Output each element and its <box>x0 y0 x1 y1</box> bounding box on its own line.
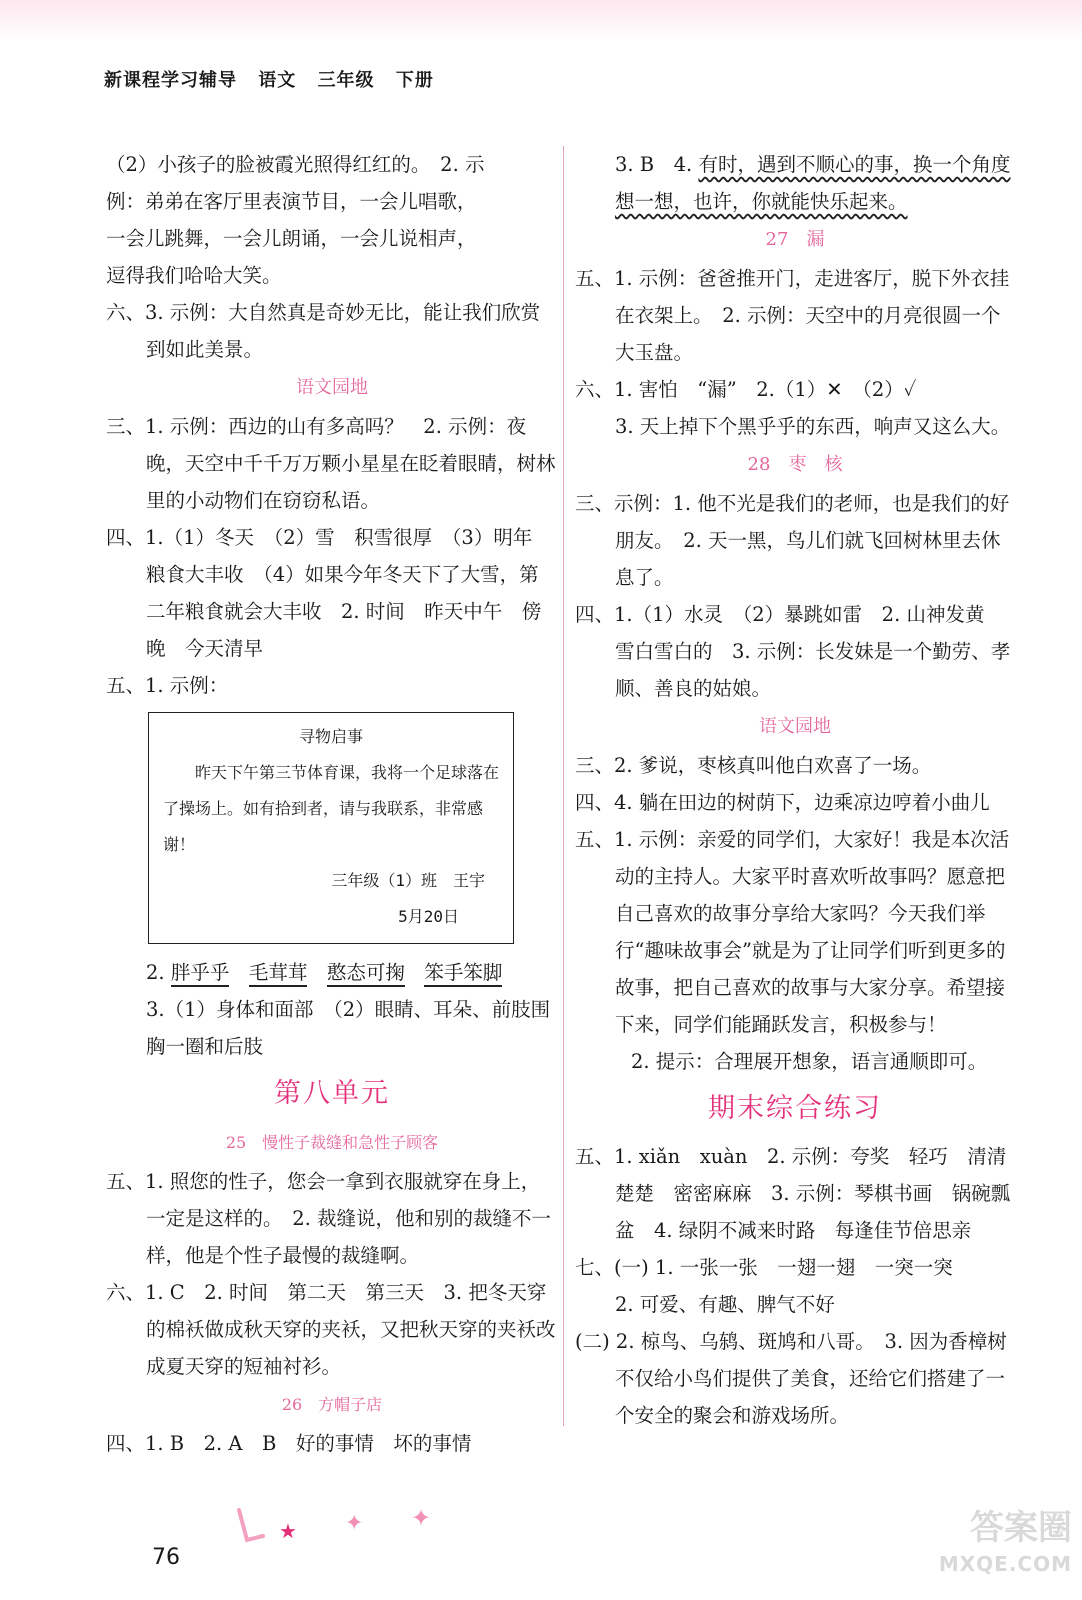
answer-prefix: 2. <box>146 961 171 984</box>
answer-line: 四、1.（1）冬天 （2）雪 积雪很厚 （3）明年 粮食大丰收 （4）如果今年冬天下了大雪，第二年粮食就会大丰收 2. 时间 昨天中午 傍晚 今天清早 <box>106 526 552 660</box>
notice-signature: 三年级（1）班 王宇 <box>331 871 485 890</box>
answer-line: 四、4. 躺在田边的树荫下，边乘凉边哼着小曲儿 <box>575 791 990 814</box>
answer-line <box>106 954 558 991</box>
section-title: 语文园地 <box>759 716 831 737</box>
answer-line: 2. 提示：合理展开想象，语言通顺即可。 <box>631 1050 988 1073</box>
header-book: 新课程学习辅导 <box>104 70 237 91</box>
header-grade: 三年级 <box>317 70 375 91</box>
underlined-word: 笨手笨脚 <box>424 961 502 987</box>
answer-line: 2. 可爱、有趣、脾气不好 <box>615 1293 835 1316</box>
watermark-logo <box>939 1510 1072 1582</box>
star-icon: ✦ <box>345 1511 364 1536</box>
decorative-stars <box>235 1500 455 1550</box>
notice-title: 寻物启事 <box>298 727 363 746</box>
star-icon: ✦ <box>411 1504 432 1532</box>
section-title: 27 漏 <box>765 229 825 250</box>
notice-body: 昨天下午第三节体育课，我将一个足球落在了操场上。如有拾到者，请与我联系，非常感谢！ <box>163 763 500 854</box>
wavy-underlined-sentence: 有时，遇到不顺心的事，换一个角度想一想，也许，你就能快乐起来。 <box>615 153 1011 213</box>
star-icon: ★ <box>279 1519 297 1543</box>
answer-line: 五、1. 示例：爸爸推开门，走进客厅，脱下外衣挂在衣架上。 2. 示例：天空中的月亮很圆一个大玉盘。 <box>575 267 1010 364</box>
column-divider <box>563 146 564 1426</box>
answer-line: (二) 2. 椋鸟、乌鸫、斑鸠和八哥。 3. 因为香樟树不仅给小鸟们提供了美食，还给它们搭建了一个安全的聚会和游戏场所。 <box>575 1330 1007 1427</box>
answer-line: 六、3. 示例：大自然真是奇妙无比，能让我们欣赏到如此美景。 <box>106 301 541 361</box>
answer-line: 三、示例：1. 他不光是我们的老师，也是我们的好朋友。 2. 天一黑，鸟儿们就飞回树林里去休息了。 <box>575 492 1010 589</box>
answer-line: 四、1.（1）水灵 （2）暴跳如雷 2. 山神发黄 雪白雪白的 3. 示例：长发妹是一个勤劳、孝顺、善良的姑娘。 <box>575 603 1011 700</box>
watermark-title: 答案圈 <box>970 1508 1072 1548</box>
section-title: 语文园地 <box>296 377 368 398</box>
answer-line: 五、1. 照您的性子，您会一拿到衣服就穿在身上，一定是这样的。 2. 裁缝说，他和别的裁缝不一样，他是个性子最慢的裁缝啊。 <box>106 1170 552 1267</box>
answer-line: 七、(一) 1. 一张一张 一翅一翅 一突一突 <box>575 1256 953 1279</box>
unit-title: 期末综合练习 <box>708 1093 882 1124</box>
top-band <box>0 0 1082 40</box>
answer-line: 五、1. xiǎn xuàn 2. 示例：夸奖 轻巧 清清楚楚 密密麻麻 3. 示例：琴棋书画 锅碗瓢盆 4. 绿阴不减来时路 每逢佳节倍思亲 <box>575 1145 1011 1242</box>
left-column <box>106 146 558 1462</box>
pink-stroke-icon <box>239 1510 263 1540</box>
answer-line: 五、1. 示例： <box>106 674 229 697</box>
notice-date: 5月20日 <box>398 907 459 926</box>
right-column <box>575 146 1015 1434</box>
answer-line: 五、1. 示例：亲爱的同学们，大家好！我是本次活动的主持人。大家平时喜欢听故事吗？愿意把自己喜欢的故事分享给大家吗？今天我们举行“趣味故事会”就是为了让同学们听到更多的故事，把自己喜欢的故事与大家分享。希望接下来，同学们能踊跃发言，积极参与！ <box>575 828 1010 1036</box>
answer-line: 四、1. B 2. A B 好的事情 坏的事情 <box>106 1432 472 1455</box>
answer-line: 六、1. C 2. 时间 第二天 第三天 3. 把冬天穿的棉袄做成秋天穿的夹袄，又把秋天穿的夹袄改成夏天穿的短袖衬衫。 <box>106 1281 556 1378</box>
answer-prefix: 3. B 4. <box>615 153 699 176</box>
header-volume: 下册 <box>395 70 434 91</box>
section-title: 26 方帽子店 <box>281 1395 383 1414</box>
watermark-url: MXQE.COM <box>938 1552 1072 1576</box>
answer-line: （2）小孩子的脸被霞光照得红红的。 2. 示 <box>106 153 485 176</box>
answer-line: 3. 天上掉下个黑乎乎的东西，响声又这么大。 <box>615 415 1011 438</box>
answer-line: 例：弟弟在客厅里表演节目，一会儿唱歌， <box>106 190 477 213</box>
answer-line: 三、1. 示例：西边的山有多高吗？ 2. 示例：夜晚，天空中千千万万颗小星星在眨着眼睛，树林里的小动物们在窃窃私语。 <box>106 415 556 512</box>
page-header <box>104 66 448 92</box>
underlined-word: 憨态可掬 <box>327 961 405 987</box>
answer-line: 一会儿跳舞，一会儿朗诵，一会儿说相声， <box>106 227 477 250</box>
answer-line <box>575 146 1015 220</box>
section-title: 25 慢性子裁缝和急性子顾客 <box>225 1133 439 1152</box>
header-subject: 语文 <box>258 70 297 91</box>
underlined-word: 毛茸茸 <box>249 961 308 987</box>
unit-title: 第八单元 <box>274 1078 390 1109</box>
underlined-word: 胖乎乎 <box>171 961 230 987</box>
answer-line: 3.（1）身体和面部 （2）眼睛、耳朵、前肢围胸一圈和后肢 <box>146 998 551 1058</box>
lost-item-notice <box>148 712 514 944</box>
page-number: 76 <box>152 1545 180 1570</box>
section-title: 28 枣 核 <box>747 454 843 475</box>
answer-line: 六、1. 害怕 “漏” 2.（1）✕ （2）✓ <box>575 378 917 401</box>
answer-line: 三、2. 爹说，枣核真叫他白欢喜了一场。 <box>575 754 932 777</box>
answer-line: 逗得我们哈哈大笑。 <box>106 264 282 287</box>
